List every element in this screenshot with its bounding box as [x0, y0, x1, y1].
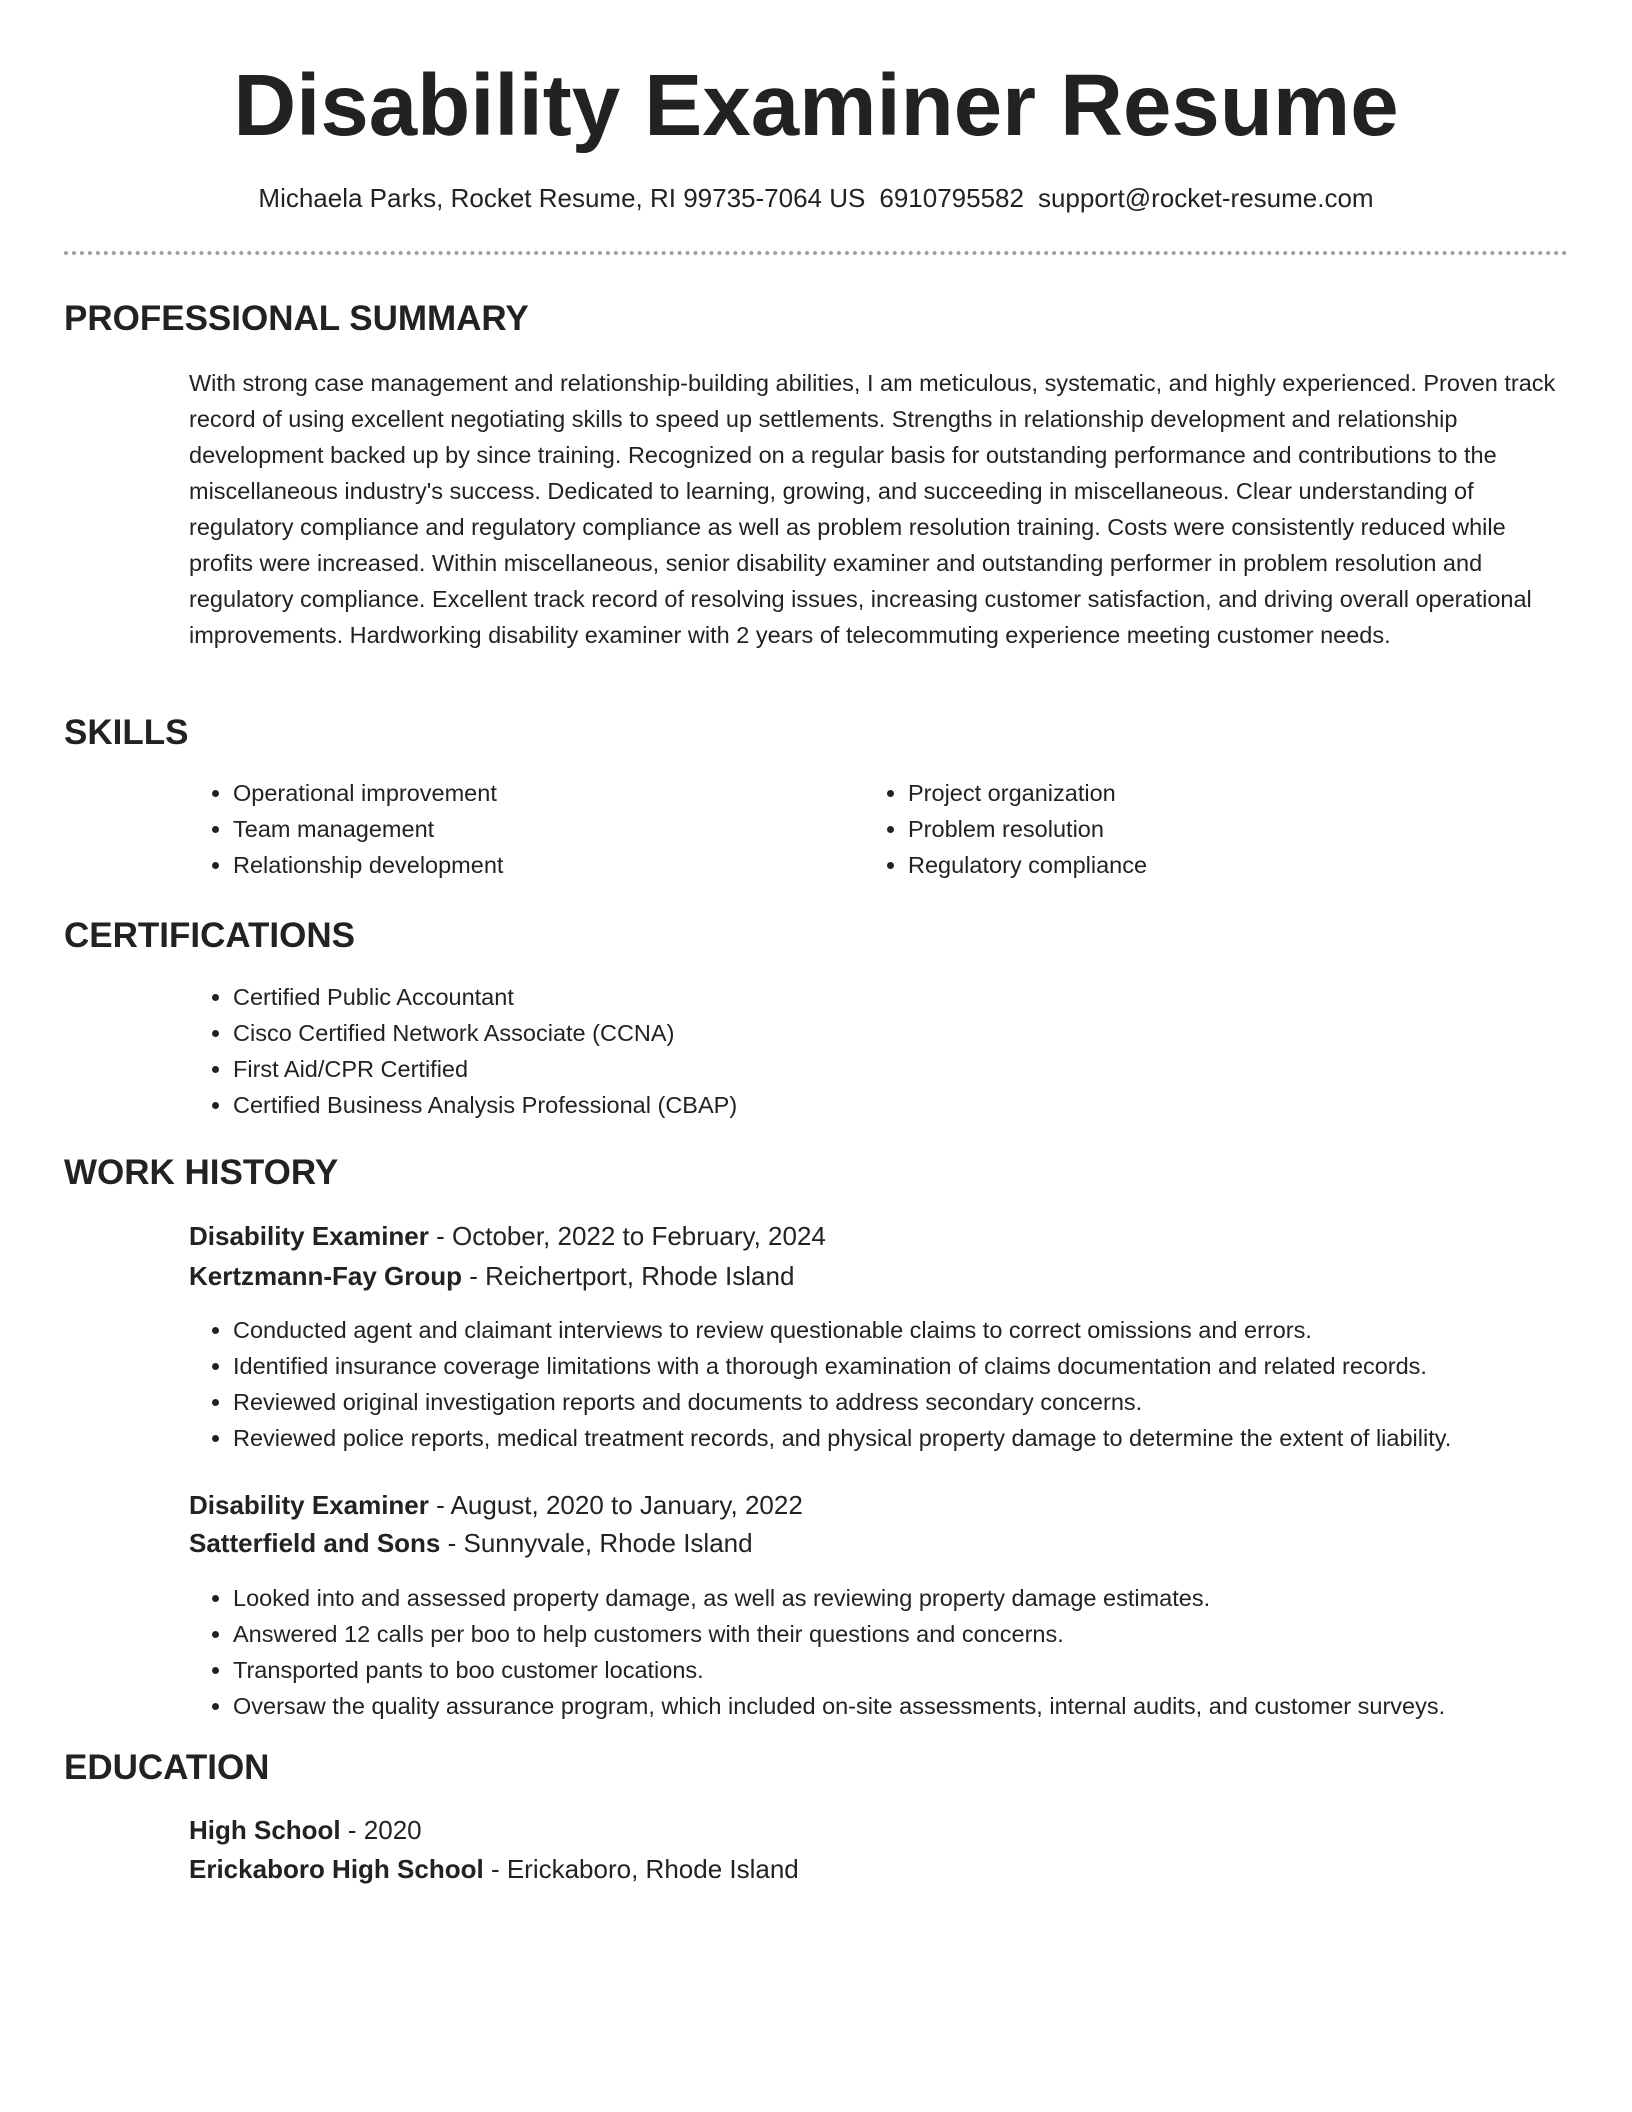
job-location: - Sunnyvale, Rhode Island — [440, 1528, 753, 1558]
summary-heading: PROFESSIONAL SUMMARY — [64, 299, 529, 338]
certification-item: • First Aid/CPR Certified — [233, 1051, 737, 1087]
job-duty-item: • Transported pants to boo customer locations. — [233, 1652, 1445, 1688]
job-dates: - August, 2020 to January, 2022 — [428, 1490, 803, 1520]
job-title-line — [189, 1217, 826, 1255]
education-heading: EDUCATION — [64, 1748, 270, 1787]
job-duties-list — [189, 1312, 1451, 1456]
education-school: Erickaboro High School — [189, 1854, 484, 1884]
summary-text: With strong case management and relationship-building abilities, I am meticulous, systematic, and highly experienced. Proven track record of using excellent negotiating skills to speed up settlements. Strengths in relationship development and relationship development backed up by since training. Recognized on a regular basis for outstanding performance and contributions to the miscellaneous industry's success. Dedicated to learning, growing, and succeeding in miscellaneous. Clear understanding of regulatory compliance and regulatory compliance as well as problem resolution training. Costs were consistently reduced while profits were increased. Within miscellaneous, senior disability examiner and outstanding performer in problem resolution and regulatory compliance. Excellent track record of resolving issues, increasing customer satisfaction, and driving overall operational improvements. Hardworking disability examiner with 2 years of telecommuting experience meeting customer needs. — [189, 370, 1556, 648]
skill-item: • Team management — [233, 811, 503, 847]
certifications-list — [189, 979, 737, 1123]
resume-title: Disability Examiner Resume — [233, 57, 1399, 154]
certifications-heading: CERTIFICATIONS — [64, 916, 356, 955]
job-company-line — [189, 1524, 753, 1562]
skill-item: • Regulatory compliance — [908, 847, 1147, 883]
contact-email: support@rocket-resume.com — [1037, 183, 1374, 213]
job-duty-item: • Conducted agent and claimant interviews to review questionable claims to correct omissions and errors. — [233, 1312, 1451, 1348]
job-duty-item: • Reviewed original investigation reports and documents to address secondary concerns. — [233, 1384, 1451, 1420]
contact-phone: 6910795582 — [879, 183, 1024, 213]
skill-item: • Operational improvement — [233, 775, 503, 811]
job-duty-item: • Looked into and assessed property damage, as well as reviewing property damage estimates. — [233, 1580, 1445, 1616]
job-company: Satterfield and Sons — [189, 1528, 441, 1558]
skills-heading: SKILLS — [64, 713, 189, 752]
header-divider — [64, 251, 1568, 255]
job-duty-item: • Answered 12 calls per boo to help customers with their questions and concerns. — [233, 1616, 1445, 1652]
contact-line — [0, 180, 1632, 216]
job-location: - Reichertport, Rhode Island — [462, 1261, 795, 1291]
contact-address: Michaela Parks, Rocket Resume, RI 99735-7064 US — [258, 183, 866, 213]
education-degree: High School — [189, 1815, 341, 1845]
job-dates: - October, 2022 to February, 2024 — [428, 1221, 826, 1251]
job-duty-item: • Oversaw the quality assurance program, which included on-site assessments, internal audits, and customer surveys. — [233, 1688, 1445, 1724]
education-location: - Erickaboro, Rhode Island — [483, 1854, 799, 1884]
skill-item: • Project organization — [908, 775, 1147, 811]
job-company-line — [189, 1257, 794, 1295]
skill-item: • Problem resolution — [908, 811, 1147, 847]
job-title: Disability Examiner — [189, 1221, 429, 1251]
certification-item: • Cisco Certified Network Associate (CCNA) — [233, 1015, 737, 1051]
job-duties-list — [189, 1580, 1445, 1724]
work-history-heading: WORK HISTORY — [64, 1153, 339, 1192]
job-duty-item: • Identified insurance coverage limitations with a thorough examination of claims documentation and related records. — [233, 1348, 1451, 1384]
job-title-line — [189, 1486, 803, 1524]
certification-item: • Certified Business Analysis Professional (CBAP) — [233, 1087, 737, 1123]
skills-list-right — [864, 775, 1147, 883]
education-degree-line — [189, 1811, 422, 1849]
education-year: - 2020 — [340, 1815, 422, 1845]
skill-item: • Relationship development — [233, 847, 503, 883]
certification-item: • Certified Public Accountant — [233, 979, 737, 1015]
job-duty-item: • Reviewed police reports, medical treatment records, and physical property damage to determine the extent of liability. — [233, 1420, 1451, 1456]
job-title: Disability Examiner — [189, 1490, 429, 1520]
education-school-line — [189, 1850, 799, 1888]
skills-list-left — [189, 775, 503, 883]
job-company: Kertzmann-Fay Group — [189, 1261, 463, 1291]
